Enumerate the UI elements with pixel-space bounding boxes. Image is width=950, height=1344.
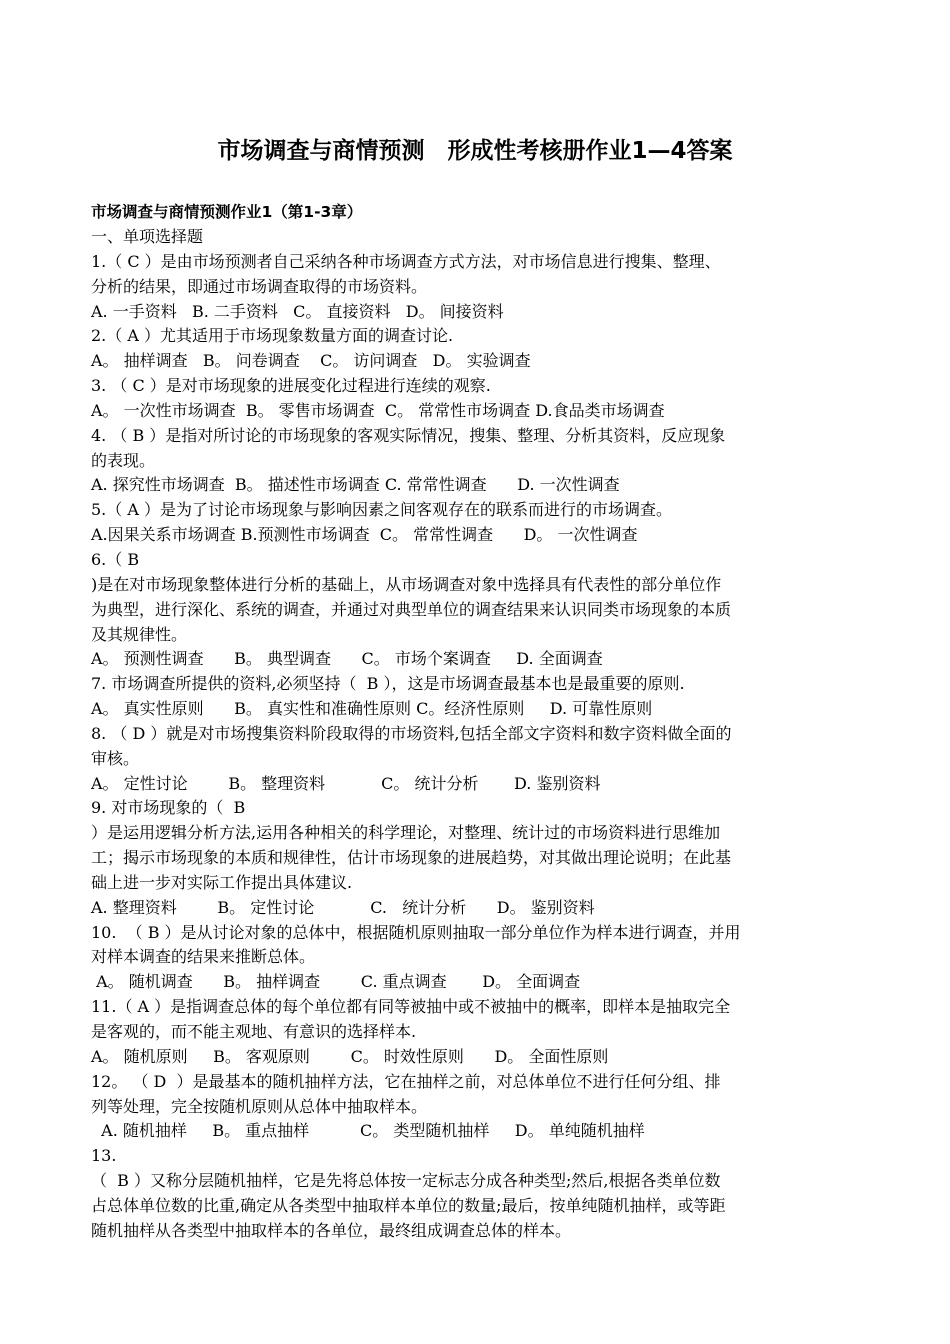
text-line: A. 随机抽样 B。 重点抽样 C。 类型随机抽样 D。 单纯随机抽样 bbox=[91, 1121, 645, 1141]
text-line: A。 随机调查 B。 抽样调查 C. 重点调查 D。 全面调查 bbox=[91, 972, 581, 992]
text-line: 8. （ D ）就是对市场搜集资料阶段取得的市场资料,包括全部文字资料和数字资料做全面的 bbox=[91, 723, 732, 743]
text-line: A.因果关系市场调查 B.预测性市场调查 C。 常常性调查 D。 一次性调查 bbox=[91, 525, 638, 545]
text-line: 12。 （ D ）是最基本的随机抽样方法，它在抽样之前，对总体单位不进行任何分组、排 bbox=[91, 1071, 721, 1091]
text-line: )是在对市场现象整体进行分析的基础上，从市场调查对象中选择具有代表性的部分单位作 bbox=[91, 574, 722, 594]
text-line: 的表现。 bbox=[91, 450, 156, 470]
text-line: 7. 市场调查所提供的资料,必须坚持（ B ），这是市场调查最基本也是最重要的原则. bbox=[91, 674, 685, 694]
text-line: 13. bbox=[91, 1146, 117, 1166]
text-line: 为典型，进行深化、系统的调查，并通过对典型单位的调查结果来认识同类市场现象的本质 bbox=[91, 599, 732, 619]
text-line: A。 抽样调查 B。 问卷调查 C。 访问调查 D。 实验调查 bbox=[91, 351, 531, 371]
text-line: ）是运用逻辑分析方法,运用各种相关的科学理论，对整理、统计过的市场资料进行思维加 bbox=[91, 823, 721, 843]
text-line: 3. （ C ）是对市场现象的进展变化过程进行连续的观察. bbox=[91, 376, 491, 396]
text-line: 9. 对市场现象的（ B bbox=[91, 798, 246, 818]
text-line: A。 一次性市场调查 B。 零售市场调查 C。 常常性市场调查 D.食品类市场调查 bbox=[91, 400, 665, 420]
text-line: A。 预测性调查 B。 典型调查 C。 市场个案调查 D. 全面调查 bbox=[91, 649, 603, 669]
text-line: 10. （ B ）是从讨论对象的总体中，根据随机原则抽取一部分单位作为样本进行调查，并用 bbox=[91, 922, 741, 942]
text-line: 础上进一步对实际工作提出具体建议. bbox=[91, 872, 353, 892]
text-line: 随机抽样从各类型中抽取样本的各单位，最终组成调查总体的样本。 bbox=[91, 1220, 572, 1240]
text-line: 审核。 bbox=[91, 748, 140, 768]
body-text bbox=[91, 225, 866, 1244]
text-line: 占总体单位数的比重,确定从各类型中抽取样本单位的数量;最后，按单纯随机抽样，或等距 bbox=[91, 1195, 726, 1215]
text-line: A。 真实性原则 B。 真实性和准确性原则 C。经济性原则 D. 可靠性原则 bbox=[91, 699, 653, 719]
text-line: A. 探究性市场调查 B。 描述性市场调查 C. 常常性调查 D. 一次性调查 bbox=[91, 475, 620, 495]
text-line: A。 随机原则 B。 客观原则 C。 时效性原则 D。 全面性原则 bbox=[91, 1046, 609, 1066]
section-heading: 市场调查与商情预测作业1（第1-3章） bbox=[91, 203, 363, 221]
text-line: 及其规律性。 bbox=[91, 624, 188, 644]
text-line: 1.（ C ）是由市场预测者自己采纳各种市场调查方式方法，对市场信息进行搜集、整理、 bbox=[91, 251, 721, 271]
text-line: 5.（ A ）是为了讨论市场现象与影响因素之间客观存在的联系而进行的市场调查。 bbox=[91, 500, 672, 520]
document-title: 市场调查与商情预测 形成性考核册作业1—4答案 bbox=[217, 138, 733, 164]
text-line: A. 一手资料 B. 二手资料 C。 直接资料 D。 间接资料 bbox=[91, 301, 504, 321]
text-line: （ B ）又称分层随机抽样，它是先将总体按一定标志分成各种类型;然后,根据各类单位数 bbox=[91, 1171, 721, 1191]
text-line: 11.（ A ）是指调查总体的每个单位都有同等被抽中或不被抽中的概率，即样本是抽取完全 bbox=[91, 997, 731, 1017]
text-line: 列等处理，完全按随机原则从总体中抽取样本。 bbox=[91, 1096, 428, 1116]
text-line: 4. （ B ）是指对所讨论的市场现象的客观实际情况，搜集、整理、分析其资料，反应现象 bbox=[91, 425, 726, 445]
text-line: A. 整理资料 B。 定性讨论 C. 统计分析 D。 鉴别资料 bbox=[91, 897, 595, 917]
text-line: 一、单项选择题 bbox=[91, 227, 204, 246]
text-line: A。 定性讨论 B。 整理资料 C。 统计分析 D. 鉴别资料 bbox=[91, 773, 601, 793]
text-line: 2.（ A ）尤其适用于市场现象数量方面的调查讨论. bbox=[91, 326, 454, 346]
text-line: 是客观的，而不能主观地、有意识的选择样本. bbox=[91, 1022, 417, 1041]
text-line: 6.（ B bbox=[91, 549, 140, 569]
text-line: 工；揭示市场现象的本质和规律性，估计市场现象的进展趋势，对其做出理论说明；在此基 bbox=[91, 848, 732, 868]
text-line: 分析的结果，即通过市场调查取得的市场资料。 bbox=[91, 276, 428, 296]
text-line: 对样本调查的结果来推断总体。 bbox=[91, 947, 316, 967]
